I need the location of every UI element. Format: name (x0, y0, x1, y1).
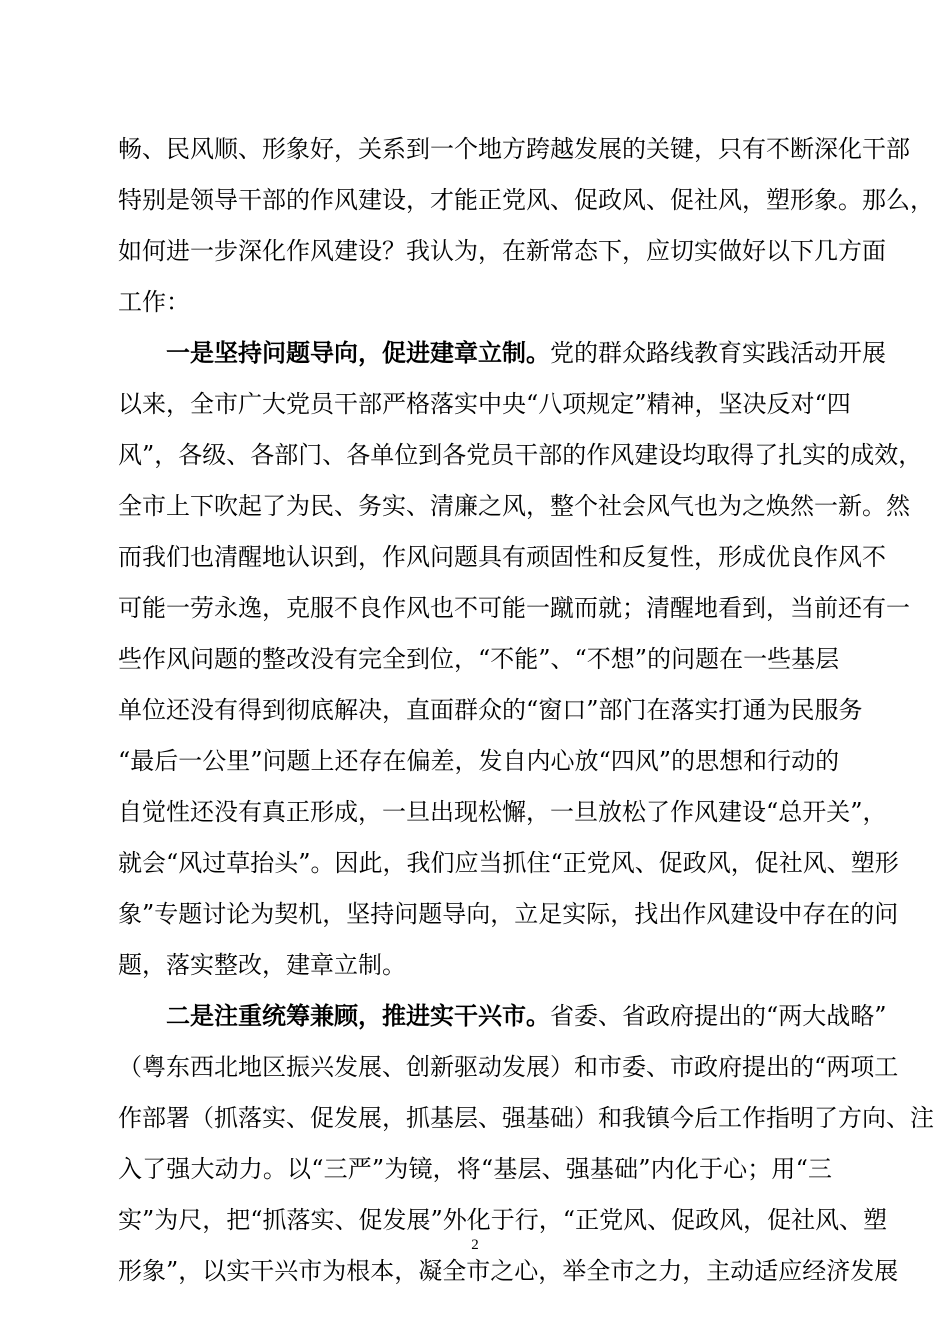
paragraph-2-heading: 一是坚持问题导向，促进建章立制。 (166, 338, 550, 367)
paragraph-3-line-6: 形象”，以实干兴市为根本，凝全市之心，举全市之力，主动适应经济发展 (118, 1257, 899, 1285)
paragraph-2-line-6: 可能一劳永逸，克服不良作风也不可能一蹴而就；清醒地看到，当前还有一 (118, 594, 910, 622)
page-number: 2 (471, 1237, 479, 1253)
paragraph-1-line-1: 畅、民风顺、形象好，关系到一个地方跨越发展的关键，只有不断深化干部 (118, 135, 910, 163)
paragraph-3-line-4: 入了强大动力。以“三严”为镜，将“基层、强基础”内化于心；用“三 (118, 1155, 832, 1183)
paragraph-2-line-12: 象”专题讨论为契机，坚持问题导向，立足实际，找出作风建设中存在的问 (118, 900, 899, 928)
paragraph-2-line-10: 自觉性还没有真正形成，一旦出现松懈，一旦放松了作风建设“总开关”， (118, 798, 887, 826)
paragraph-3-line-2: （粤东西北地区振兴发展、创新驱动发展）和市委、市政府提出的“两项工 (118, 1053, 899, 1081)
paragraph-2-line-5: 而我们也清醒地认识到，作风问题具有顽固性和反复性，形成优良作风不 (118, 543, 886, 571)
paragraph-2-line-3: 风”，各级、各部门、各单位到各党员干部的作风建设均取得了扎实的成效， (118, 441, 923, 469)
paragraph-3-line-5: 实”为尺，把“抓落实、促发展”外化于行，“正党风、促政风，促社风、塑 (118, 1206, 888, 1234)
paragraph-1-line-2: 特别是领导干部的作风建设，才能正党风、促政风、促社风，塑形象。那么， (118, 186, 934, 214)
paragraph-3-line-1 (166, 998, 887, 1034)
paragraph-1-line-4: 工作： (118, 288, 190, 316)
paragraph-2-line-7: 些作风问题的整改没有完全到位，“不能”、“不想”的问题在一些基层 (118, 645, 840, 673)
paragraph-1-line-3: 如何进一步深化作风建设？我认为，在新常态下，应切实做好以下几方面 (118, 237, 886, 265)
paragraph-2-line-2: 以来，全市广大党员干部严格落实中央“八项规定”精神，坚决反对“四 (118, 390, 851, 418)
paragraph-2-line-1 (166, 335, 886, 371)
paragraph-2-line-11: 就会“风过草抬头”。因此，我们应当抓住“正党风、促政风，促社风、塑形 (118, 849, 899, 877)
paragraph-3-first-line-text: 省委、省政府提出的“两大战略” (550, 1002, 887, 1030)
paragraph-2-line-9: “最后一公里”问题上还存在偏差，发自内心放“四风”的思想和行动的 (118, 747, 840, 775)
paragraph-3-line-3: 作部署（抓落实、促发展，抓基层、强基础）和我镇今后工作指明了方向、注 (118, 1104, 934, 1132)
paragraph-2-line-4: 全市上下吹起了为民、务实、清廉之风，整个社会风气也为之焕然一新。然 (118, 492, 910, 520)
paragraph-2-line-13: 题，落实整改，建章立制。 (118, 951, 406, 979)
paragraph-3-heading: 二是注重统筹兼顾，推进实干兴市。 (166, 1001, 550, 1030)
paragraph-2-line-8: 单位还没有得到彻底解决，直面群众的“窗口”部门在落实打通为民服务 (118, 696, 863, 724)
paragraph-2-first-line-text: 党的群众路线教育实践活动开展 (550, 339, 886, 367)
